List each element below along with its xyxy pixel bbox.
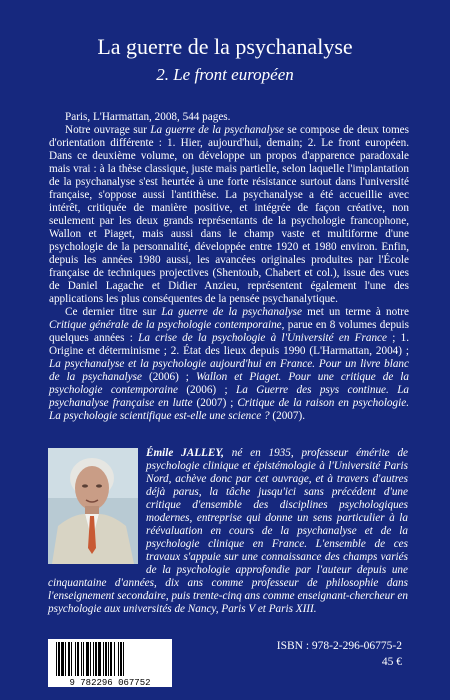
author-bio-text: né en 1935, professeur émérite de psychologie clinique et épistémologie à l'Université Paris Nord, achève donc par cet ouvrage, et à travers d'autres déjà parus, la tâche jusqu'ici sans précédent d'une critique d'ensemble des disciplines psychologiques modernes, entreprise qui donne un sens particulier à la réévaluation en cours de la psychanalyse et de la psychologie clinique en France. L'ensemble de ces travaux s'appuie sur une connaissance des champs variés de la psychologie approfondie par l'auteur depuis une cinquantaine d'années, dix ans comme professeur de philosophie dans l'enseignement secondaire, puis trente-cinq ans comme enseignant-chercheur en psychologie aux universités de Nancy, Paris V et Paris XIII. [48, 447, 409, 615]
book-title: La guerre de la psychanalyse [97, 34, 353, 59]
barcode-digits: 9 782296 067752 [69, 678, 151, 687]
blurb-text: se compose de deux tomes d'orientation différente : 1. Hier, aujourd'hui, demain; 2. Le front européen. Dans ce deuxième volume, on développe un propos d'apparence paradoxale mais vrai : à la thèse classique, juste mais partielle, selon laquelle l'implantation de la psychanalyse s'est heurtée à une forte résistance surtout dans l'université française, s'oppose aussi l'antithèse. La psychanalyse a été accueillie avec intérêt, critiquée de manière positive, et intégrée de façon créative, non seulement par les deux grands représentants de la psychologie francophone, Wallon et Piaget, mais aussi dans le champ vaste et multiforme d'une psychologie de la personnalité, développée entre 1920 et 1980 environ. Enfin, depuis les années 1980 aussi, les avancées originales produites par l'École française de techniques projectives (Shentoub, Chabert et col.), issue des vues de Daniel Lagache et Didier Anzieu, représentent également l'une des applications les plus conséquentes de la pensée psychanalytique. [49, 124, 409, 305]
blurb-book-title: La Guerre des psys continue. La psychanalyse française en lutte [49, 384, 410, 409]
blurb-text: Ce dernier titre sur [65, 306, 162, 318]
publisher-line: Paris, L'Harmattan, 2008, 544 pages. [65, 111, 231, 123]
barcode-bar [110, 642, 112, 676]
blurb-paragraph-2 [49, 306, 409, 423]
barcode-bar [118, 642, 119, 676]
barcode-bar [105, 642, 107, 676]
barcode-bar [77, 642, 79, 676]
barcode-bar [81, 642, 82, 676]
barcode-bar [123, 642, 124, 676]
blurb-text: met un terme à notre [301, 306, 409, 318]
blurb-text: (2007). [269, 410, 305, 422]
book-subtitle: 2. Le front européen [156, 65, 294, 84]
author-name: Émile JALLEY, [146, 447, 224, 459]
blurb-book-title: La guerre de la psychanalyse [150, 124, 284, 136]
barcode-graphic [48, 639, 172, 687]
photo-spacer [48, 447, 146, 567]
barcode-bar [114, 642, 115, 676]
barcode-bar [120, 642, 122, 676]
barcode-bar [90, 642, 91, 676]
blurb-book-title: Critique générale de la psychologie contemporaine [49, 319, 282, 331]
barcode-bar [108, 642, 109, 676]
barcode-bar [95, 642, 97, 676]
barcode-bar [103, 642, 104, 676]
barcode [48, 639, 172, 687]
barcode-bar [86, 642, 89, 676]
barcode-bar [98, 642, 101, 676]
blurb-text: (2006) ; [177, 384, 237, 396]
blurb-paragraph-1 [49, 124, 409, 306]
isbn: ISBN : 978-2-296-06775-2 [276, 640, 402, 652]
barcode-bar [56, 642, 57, 676]
blurb-book-title: La crise de la psychologie à l'Université en France [138, 332, 387, 344]
blurb-text: (2007) ; [192, 397, 238, 409]
blurb [49, 111, 409, 423]
blurb-book-title: La guerre de la psychanalyse [161, 306, 302, 318]
barcode-bar [83, 642, 84, 676]
author-bio [48, 447, 408, 616]
blurb-text: Notre ouvrage sur [65, 124, 151, 136]
blurb-book-title: Wallon et Piaget. Pour une critique de la psychologie contemporaine [49, 371, 409, 396]
barcode-bar [93, 642, 94, 676]
barcode-bar [68, 642, 70, 676]
barcode-bar [71, 642, 72, 676]
barcode-bar [65, 642, 66, 676]
blurb-text: (2006) ; [141, 371, 196, 383]
barcode-bar [75, 642, 76, 676]
blurb-book-title: Critique de la raison en psychologie. La psychologie scientifique est-elle une science ? [49, 397, 409, 422]
blurb-text: , parue en 8 volumes depuis quelques années : [49, 319, 409, 344]
barcode-bar [61, 642, 64, 676]
barcode-bar [58, 642, 60, 676]
price: 45 € [381, 656, 402, 668]
blurb-book-title: La psychanalyse et la psychologie aujourd'hui en France. Pour un livre blanc de la psychanalyse [49, 358, 409, 383]
blurb-text: ; 1. Origine et déterminisme ; 2. État des lieux depuis 1990 (L'Harmattan, 2004) ; [49, 332, 409, 357]
